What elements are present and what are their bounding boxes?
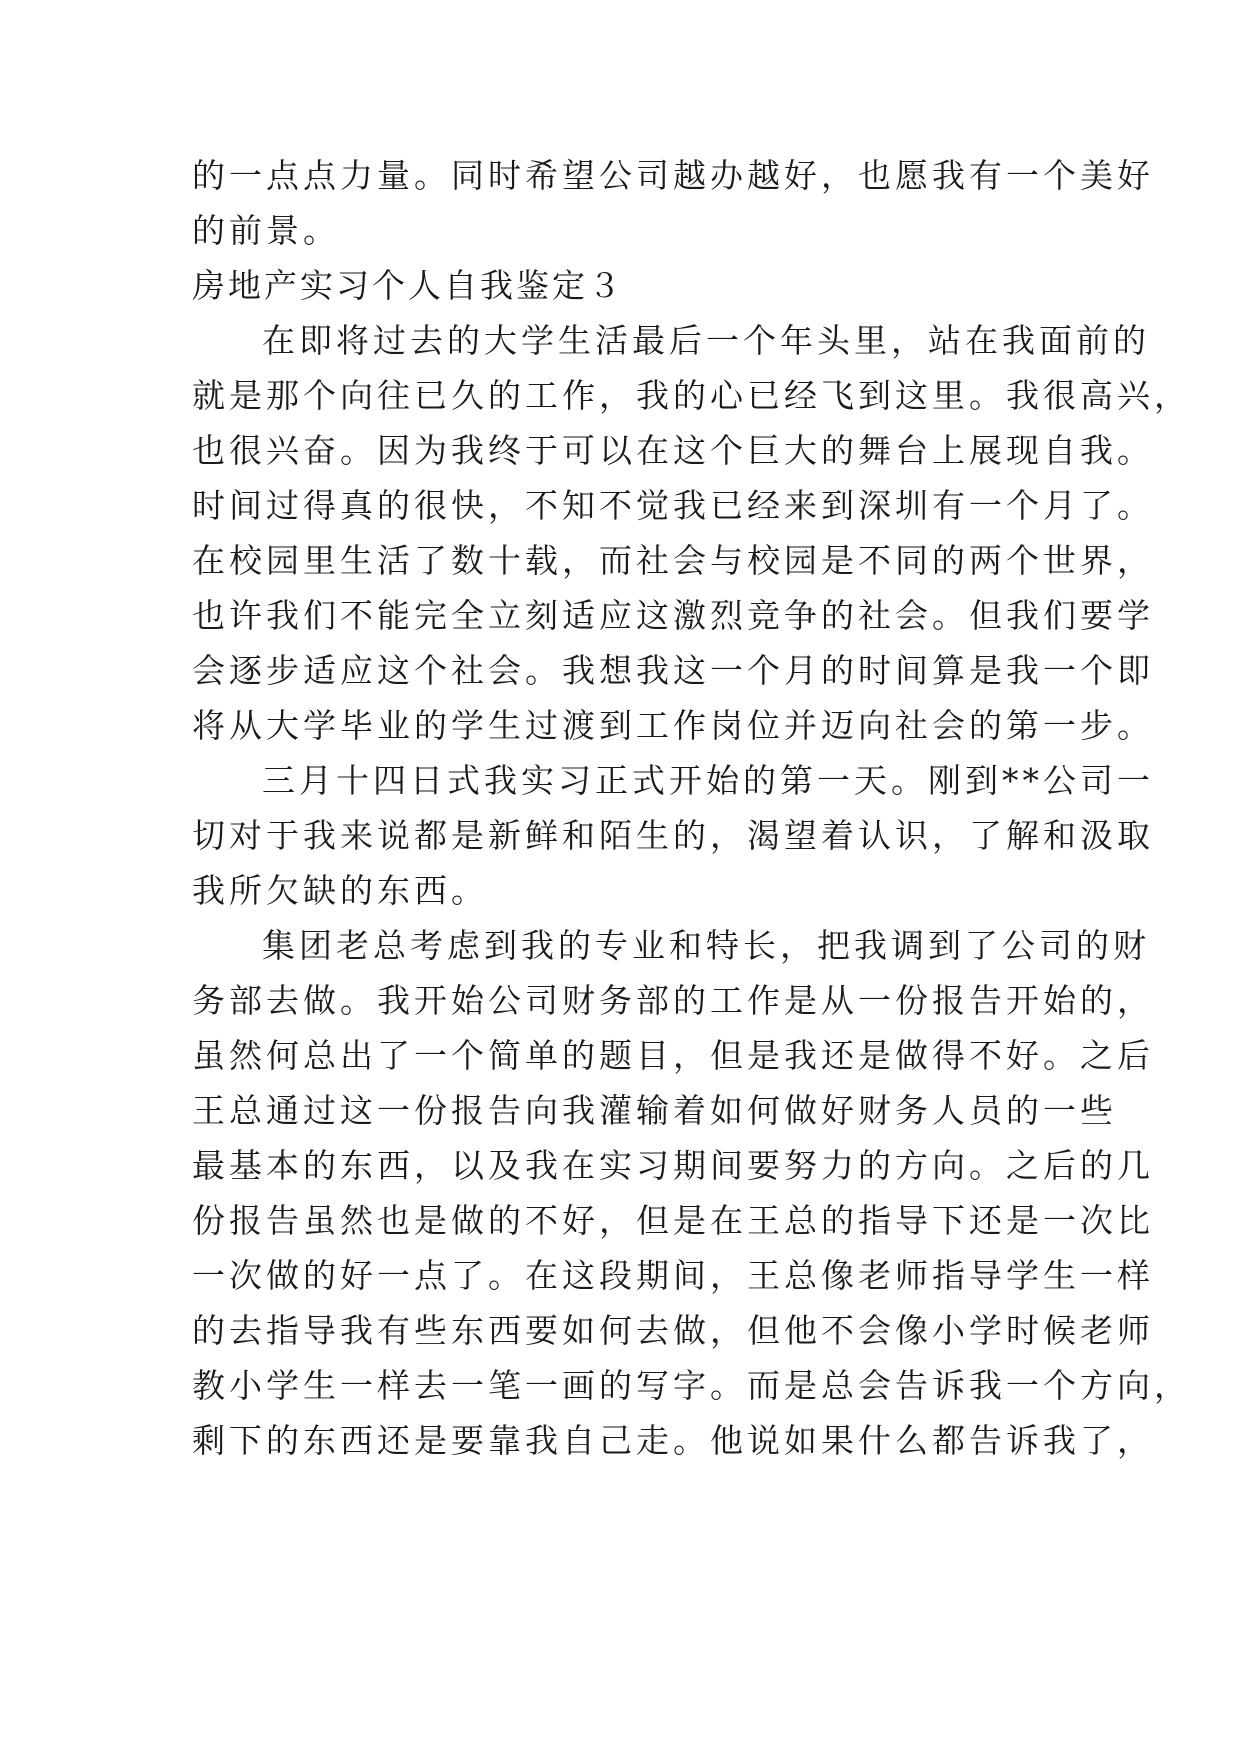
- text-line: 时间过得真的很快，不知不觉我已经来到深圳有一个月了。: [192, 486, 1154, 525]
- text-line: 剩下的东西还是要靠我自己走。他说如果什么都告诉我了，: [192, 1421, 1154, 1460]
- text-line: 份报告虽然也是做的不好，但是在王总的指导下还是一次比: [192, 1201, 1154, 1240]
- text-line: 在校园里生活了数十载，而社会与校园是不同的两个世界，: [192, 541, 1154, 580]
- text-line: 最基本的东西，以及我在实习期间要努力的方向。之后的几: [192, 1146, 1154, 1185]
- text-line: 切对于我来说都是新鲜和陌生的，渴望着认识，了解和汲取: [192, 816, 1154, 855]
- text-line: 的去指导我有些东西要如何去做，但他不会像小学时候老师: [192, 1311, 1154, 1350]
- text-line: 一次做的好一点了。在这段期间，王总像老师指导学生一样: [192, 1256, 1154, 1295]
- text-line: 教小学生一样去一笔一画的写字。而是总会告诉我一个方向，: [192, 1366, 1191, 1405]
- text-line: 会逐步适应这个社会。我想我这一个月的时间算是我一个即: [192, 651, 1154, 690]
- text-line: 王总通过这一份报告向我灌输着如何做好财务人员的一些: [192, 1091, 1117, 1130]
- text-line: 的前景。: [192, 211, 340, 250]
- document-body: [192, 148, 1191, 1468]
- paragraph-first-line: 三月十四日式我实习正式开始的第一天。刚到**公司一: [262, 761, 1154, 800]
- text-line: 也很兴奋。因为我终于可以在这个巨大的舞台上展现自我。: [192, 431, 1154, 470]
- text-line: 虽然何总出了一个简单的题目，但是我还是做得不好。之后: [192, 1036, 1154, 1075]
- text-line: 就是那个向往已久的工作，我的心已经飞到这里。我很高兴，: [192, 376, 1191, 415]
- paragraph-first-line: 集团老总考虑到我的专业和特长，把我调到了公司的财: [262, 926, 1150, 965]
- text-line: 将从大学毕业的学生过渡到工作岗位并迈向社会的第一步。: [192, 706, 1154, 745]
- paragraph-first-line: 在即将过去的大学生活最后一个年头里，站在我面前的: [262, 321, 1150, 360]
- text-line: 的一点点力量。同时希望公司越办越好，也愿我有一个美好: [192, 156, 1154, 195]
- text-line: 我所欠缺的东西。: [192, 871, 488, 910]
- text-line: 务部去做。我开始公司财务部的工作是从一份报告开始的，: [192, 981, 1154, 1020]
- section-heading: 房地产实习个人自我鉴定３: [192, 266, 624, 305]
- text-line: 也许我们不能完全立刻适应这激烈竞争的社会。但我们要学: [192, 596, 1154, 635]
